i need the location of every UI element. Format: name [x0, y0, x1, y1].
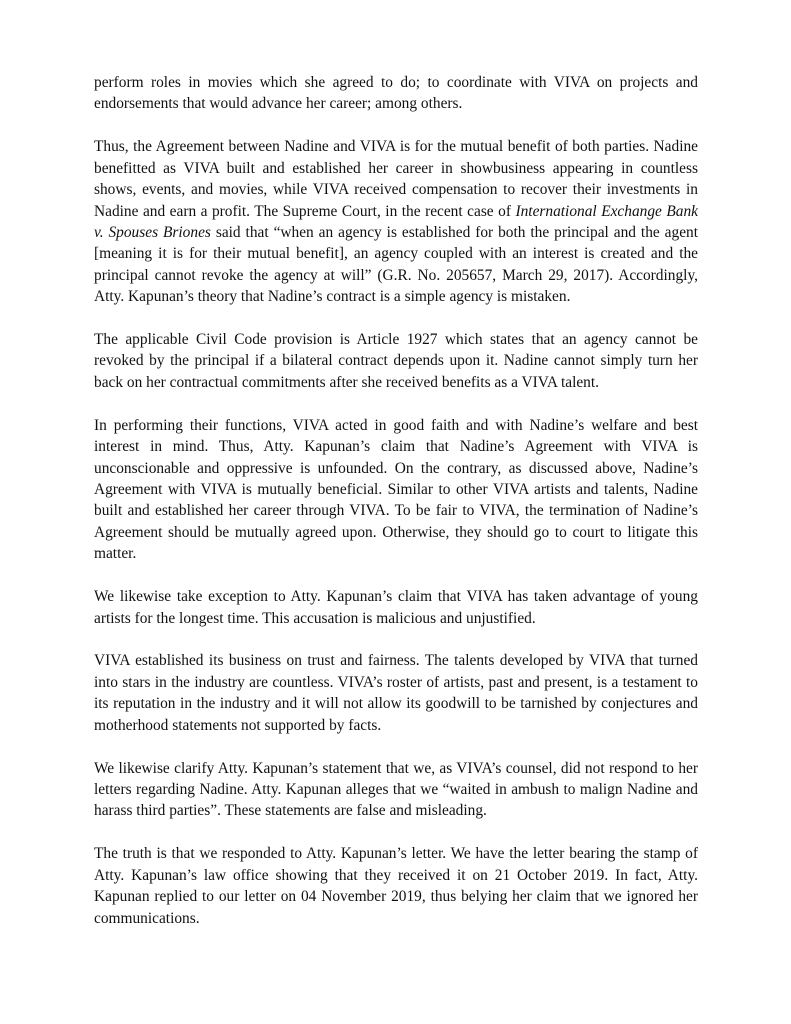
paragraph-text: Thus, the Agreement between Nadine and VIVA is for the mutual benefit of both parties. Nadine benefitted as VIVA built and established her career in showbusiness appearing in countless shows, events, and movies, while VIVA received compensation to recover their investments in Nadine and earn a profit. The Supreme Court, in the recent case of [94, 138, 698, 220]
paragraph-good-faith [94, 415, 698, 565]
case-citation-italic: International Exchange Bank v. Spouses Briones [94, 202, 698, 241]
paragraph-text: The applicable Civil Code provision is Article 1927 which states that an agency cannot be revoked by the principal if a bilateral contract depends upon it. Nadine cannot simply turn her back on her contractual commitments after she received benefits as a VIVA talent. [94, 331, 698, 391]
paragraph-text: VIVA established its business on trust and fairness. The talents developed by VIVA that turned into stars in the industry are countless. VIVA’s roster of artists, past and present, is a testament to its reputation in the industry and it will not allow its goodwill to be tarnished by conjectures and motherhood statements not supported by facts. [94, 652, 698, 734]
paragraph-text: said that “when an agency is established for both the principal and the agent [meaning it is for their mutual benefit], an agency coupled with an interest is created and the principal cannot revoke the agency at will” (G.R. No. 205657, March 29, 2017). Accordingly, Atty. Kapunan’s theory that Nadine’s contract is a simple agency is mistaken. [94, 223, 699, 306]
paragraph-truth-response [94, 843, 698, 929]
paragraph-text: We likewise clarify Atty. Kapunan’s statement that we, as VIVA’s counsel, did not respond to her letters regarding Nadine. Atty. Kapunan alleges that we “waited in ambush to malign Nadine and harass third parties”. These statements are false and misleading. [94, 759, 698, 820]
paragraph-text: We likewise take exception to Atty. Kapunan’s claim that VIVA has taken advantage of young artists for the longest time. This accusation is malicious and unjustified. [94, 588, 698, 627]
paragraph-take-exception [94, 586, 698, 629]
paragraph-roles-endorsements [94, 72, 698, 115]
paragraph-civil-code [94, 329, 698, 393]
paragraph-clarify-statement [94, 758, 698, 822]
paragraph-mutual-benefit [94, 136, 698, 307]
paragraph-text: perform roles in movies which she agreed to do; to coordinate with VIVA on projects and endorsements that would advance her career; among others. [94, 74, 698, 113]
paragraph-text: The truth is that we responded to Atty. Kapunan’s letter. We have the letter bearing the stamp of Atty. Kapunan’s law office showing that they received it on 21 October 2019. In fact, Atty. Kapunan replied to our letter on 04 November 2019, thus belying her claim that we ignored her communications. [94, 845, 698, 927]
paragraph-trust-fairness [94, 650, 698, 736]
document-page [94, 72, 698, 950]
paragraph-text: In performing their functions, VIVA acted in good faith and with Nadine’s welfare and best interest in mind. Thus, Atty. Kapunan’s claim that Nadine’s Agreement with VIVA is unconscionable and oppressive is unfounded. On the contrary, as discussed above, Nadine’s Agreement with VIVA is mutually beneficial. Similar to other VIVA artists and talents, Nadine built and established her career through VIVA. To be fair to VIVA, the termination of Nadine’s Agreement should be mutually agreed upon. Otherwise, they should go to court to litigate this matter. [94, 416, 698, 563]
